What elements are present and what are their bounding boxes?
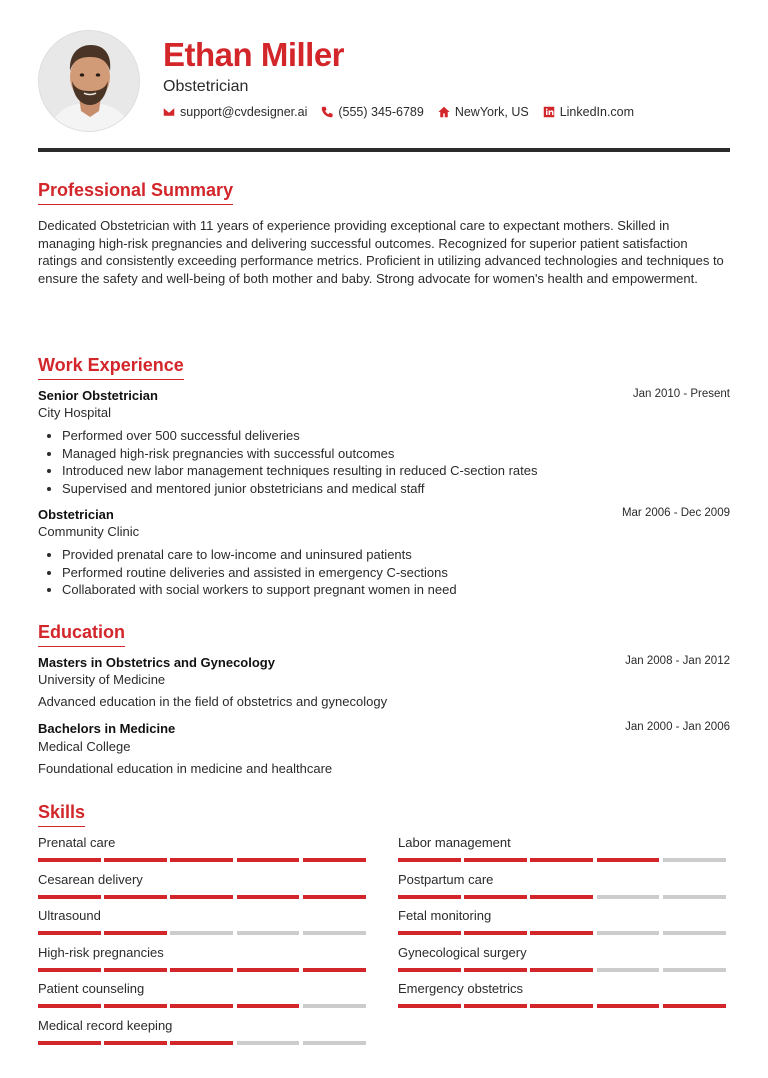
skill-level-segment-filled <box>104 895 167 899</box>
education-description: Foundational education in medicine and healthcare <box>38 761 333 776</box>
skill-level-segment-filled <box>170 1041 233 1045</box>
skill-level-segment-empty <box>597 968 660 972</box>
skill-item <box>398 945 729 972</box>
skill-level-bar <box>38 968 369 972</box>
skill-level-segment-filled <box>530 1004 593 1008</box>
skill-name: Postpartum care <box>398 871 494 887</box>
skill-level-bar <box>38 895 369 899</box>
skill-name: Emergency obstetrics <box>398 981 523 997</box>
degree-title: Bachelors in Medicine <box>38 721 176 736</box>
list-item: Performed routine deliveries and assisted in emergency C-sections <box>62 564 722 582</box>
job-org: Community Clinic <box>38 524 140 539</box>
linkedin-text: LinkedIn.com <box>559 105 635 119</box>
skill-level-segment-filled <box>170 895 233 899</box>
skill-item <box>398 981 729 1008</box>
degree-title: Masters in Obstetrics and Gynecology <box>38 655 275 670</box>
contact-location <box>438 105 529 119</box>
job-dates: Mar 2006 - Dec 2009 <box>621 507 730 519</box>
list-item: Provided prenatal care to low-income and uninsured patients <box>62 546 722 564</box>
skill-item <box>38 945 369 972</box>
skill-name: Medical record keeping <box>38 1018 173 1033</box>
skill-item <box>38 981 369 1008</box>
education-heading: Education <box>38 622 125 647</box>
school-name: Medical College <box>38 739 131 754</box>
skill-level-segment-filled <box>464 858 527 862</box>
skill-level-segment-filled <box>104 1004 167 1008</box>
skill-level-segment-filled <box>38 1041 101 1045</box>
skill-level-segment-filled <box>398 895 461 899</box>
skill-item <box>38 835 369 862</box>
skill-level-segment-filled <box>303 858 366 862</box>
skill-level-segment-empty <box>663 895 726 899</box>
skill-level-segment-filled <box>398 858 461 862</box>
envelope-icon <box>163 106 175 118</box>
skill-level-bar <box>38 1041 369 1045</box>
skill-level-segment-empty <box>303 931 366 935</box>
skill-level-segment-filled <box>597 858 660 862</box>
skill-level-segment-filled <box>237 895 300 899</box>
experience-heading: Work Experience <box>38 355 184 380</box>
avatar <box>38 30 140 132</box>
candidate-name: Ethan Miller <box>163 36 345 73</box>
skill-level-segment-filled <box>464 931 527 935</box>
skill-name: Prenatal care <box>38 835 116 850</box>
contact-bar <box>163 105 648 119</box>
skill-level-segment-empty <box>303 1041 366 1045</box>
education-dates: Jan 2000 - Jan 2006 <box>625 721 730 733</box>
skill-level-segment-filled <box>530 858 593 862</box>
skill-name: Cesarean delivery <box>38 871 143 887</box>
list-item: Managed high-risk pregnancies with successful outcomes <box>62 445 722 463</box>
skill-item <box>398 908 729 935</box>
header-divider <box>38 148 730 152</box>
education-dates: Jan 2008 - Jan 2012 <box>625 655 730 667</box>
job-title: Senior Obstetrician <box>38 388 158 403</box>
skill-level-segment-filled <box>663 1004 726 1008</box>
job-bullets <box>62 427 722 497</box>
skill-name: Patient counseling <box>38 981 145 997</box>
skill-level-segment-filled <box>38 931 101 935</box>
phone-text: (555) 345-6789 <box>338 105 424 119</box>
skill-level-segment-filled <box>530 931 593 935</box>
phone-icon <box>321 106 333 118</box>
skills-heading: Skills <box>38 802 85 827</box>
skill-level-segment-empty <box>237 931 300 935</box>
candidate-title: Obstetrician <box>163 78 249 95</box>
summary-text: Dedicated Obstetrician with 11 years of experience providing exceptional care to expectant mothers. Skilled in managing high-risk pregnancies and delivering successful outcomes. Recognized for superior patient satisfaction ratings and consistently exceeding performance metrics. Proficient in utilizing advanced technologies and techniques to ensure the safety and well-being of both mother and baby. Strong advocate for women's health and empowerment. <box>38 218 724 286</box>
skill-name: Ultrasound <box>38 908 101 924</box>
skill-level-bar <box>38 931 369 935</box>
skill-name: Fetal monitoring <box>398 908 492 924</box>
skill-level-bar <box>398 858 729 862</box>
skill-name: Gynecological surgery <box>398 944 527 960</box>
skill-item <box>38 872 369 899</box>
skill-level-segment-filled <box>303 968 366 972</box>
skill-level-bar <box>38 1004 369 1008</box>
skill-level-segment-filled <box>38 858 101 862</box>
skill-level-segment-empty <box>597 895 660 899</box>
list-item: Collaborated with social workers to support pregnant women in need <box>62 581 722 599</box>
education-description: Advanced education in the field of obstetrics and gynecology <box>38 694 388 709</box>
skill-item <box>398 835 729 862</box>
skill-level-segment-filled <box>38 895 101 899</box>
skill-level-segment-empty <box>663 968 726 972</box>
job-title: Obstetrician <box>38 507 114 522</box>
skill-level-segment-empty <box>663 858 726 862</box>
skill-level-segment-filled <box>170 1004 233 1008</box>
skill-level-segment-filled <box>170 968 233 972</box>
skill-level-segment-filled <box>237 968 300 972</box>
skill-level-bar <box>398 931 729 935</box>
skill-level-segment-filled <box>464 895 527 899</box>
skill-level-segment-filled <box>597 1004 660 1008</box>
skill-level-segment-filled <box>398 931 461 935</box>
profile-photo <box>39 31 140 132</box>
job-dates: Jan 2010 - Present <box>632 388 730 400</box>
home-icon <box>438 106 450 118</box>
skill-level-segment-empty <box>663 931 726 935</box>
linkedin-icon <box>543 106 555 118</box>
skill-level-segment-filled <box>104 931 167 935</box>
skill-level-segment-filled <box>530 968 593 972</box>
skill-level-segment-filled <box>398 1004 461 1008</box>
skill-item <box>38 908 369 935</box>
job-org: City Hospital <box>38 405 111 420</box>
location-text: NewYork, US <box>454 105 529 119</box>
skill-level-segment-filled <box>104 858 167 862</box>
skill-name: Labor management <box>398 835 511 850</box>
school-name: University of Medicine <box>38 672 166 687</box>
skill-level-bar <box>398 1004 729 1008</box>
skill-item <box>38 1018 369 1045</box>
job-bullets <box>62 546 722 599</box>
skill-level-segment-filled <box>464 1004 527 1008</box>
skill-level-segment-empty <box>170 931 233 935</box>
summary-heading: Professional Summary <box>38 180 233 205</box>
skill-level-segment-filled <box>38 1004 101 1008</box>
skill-level-segment-filled <box>303 895 366 899</box>
skill-level-segment-filled <box>104 1041 167 1045</box>
skill-level-bar <box>38 858 369 862</box>
contact-linkedin[interactable] <box>543 105 634 119</box>
skill-level-segment-filled <box>530 895 593 899</box>
skill-level-segment-empty <box>303 1004 366 1008</box>
contact-email[interactable] <box>163 105 307 119</box>
skill-level-segment-empty <box>237 1041 300 1045</box>
skill-level-segment-filled <box>170 858 233 862</box>
skill-level-bar <box>398 968 729 972</box>
skill-level-segment-empty <box>597 931 660 935</box>
skill-level-segment-filled <box>237 1004 300 1008</box>
skill-level-segment-filled <box>104 968 167 972</box>
list-item: Supervised and mentored junior obstetricians and medical staff <box>62 480 722 498</box>
skill-level-segment-filled <box>398 968 461 972</box>
skill-name: High-risk pregnancies <box>38 944 164 960</box>
contact-phone[interactable] <box>321 105 423 119</box>
skill-level-segment-filled <box>237 858 300 862</box>
skill-item <box>398 872 729 899</box>
soft-skills-heading <box>38 1068 125 1078</box>
email-text: support@cvdesigner.ai <box>180 105 308 119</box>
skill-level-segment-filled <box>38 968 101 972</box>
list-item: Introduced new labor management techniques resulting in reduced C-section rates <box>62 462 722 480</box>
skill-level-segment-filled <box>464 968 527 972</box>
list-item: Performed over 500 successful deliveries <box>62 427 722 445</box>
skill-level-bar <box>398 895 729 899</box>
